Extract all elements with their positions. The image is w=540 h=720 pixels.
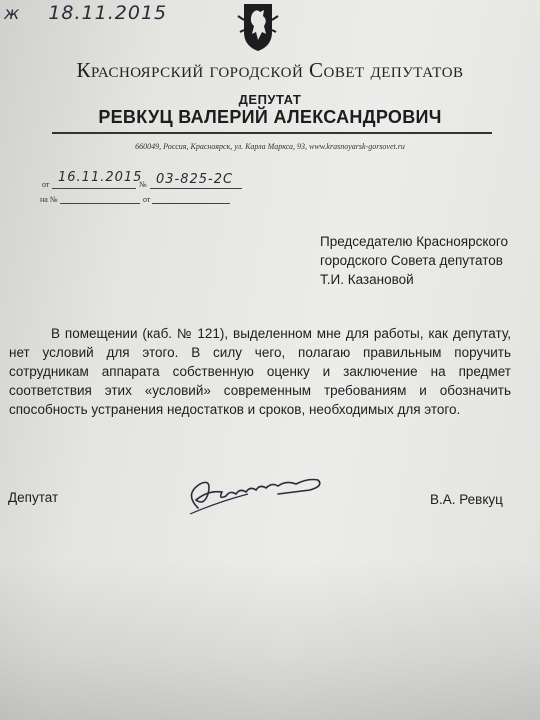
handwritten-signature [178,464,328,518]
deputy-rank: ДЕПУТАТ [238,92,302,107]
reg-number-label: № [139,180,147,189]
addressee-line: Председателю Красноярского [320,234,509,249]
reg-number-value: 03-825-2С [156,172,234,187]
page-shadow [0,560,540,720]
reg-on-label: на № [40,195,58,204]
letter-body: В помещении (каб. № 121), выделенном мне для работы, как депутату, нет условий для этого. В силу чего, полагаю правильным поручить сотрудникам аппарата собственную оценку и заключение на предмет соответствия этих «условий» современным требованиям и обозначить способность устранения недостатков и сроков, необходимых для этого. [9,326,511,417]
reg-date-line [52,188,136,189]
addressee-block [320,232,508,289]
reg-of-label: от [143,195,151,204]
signature-role: Депутат [8,490,59,505]
reg-date-value: 16.11.2015 [58,170,143,185]
address-line: 660049, Россия, Красноярск, ул. Карла Маркса, 93, www.krasnoyarsk-gorsovet.ru [135,142,405,151]
coat-of-arms-icon [230,2,286,52]
addressee-line: городского Совета депутатов [320,253,503,268]
header-divider [52,132,492,134]
annotation-date: 18.11.2015 [48,2,168,24]
annotation-prefix: ж [4,4,21,24]
signature-name: В.А. Ревкуц [430,492,503,507]
reg-from-label: от [42,180,50,189]
reg-number-line [150,188,242,189]
council-name: Красноярский городской Совет депутатов [76,58,464,82]
reg-of-line [152,203,230,204]
handwritten-annotation [4,2,167,24]
reg-on-line [60,203,140,204]
addressee-line: Т.И. Казановой [320,272,414,287]
deputy-name: РЕВКУЦ ВАЛЕРИЙ АЛЕКСАНДРОВИЧ [98,107,442,127]
